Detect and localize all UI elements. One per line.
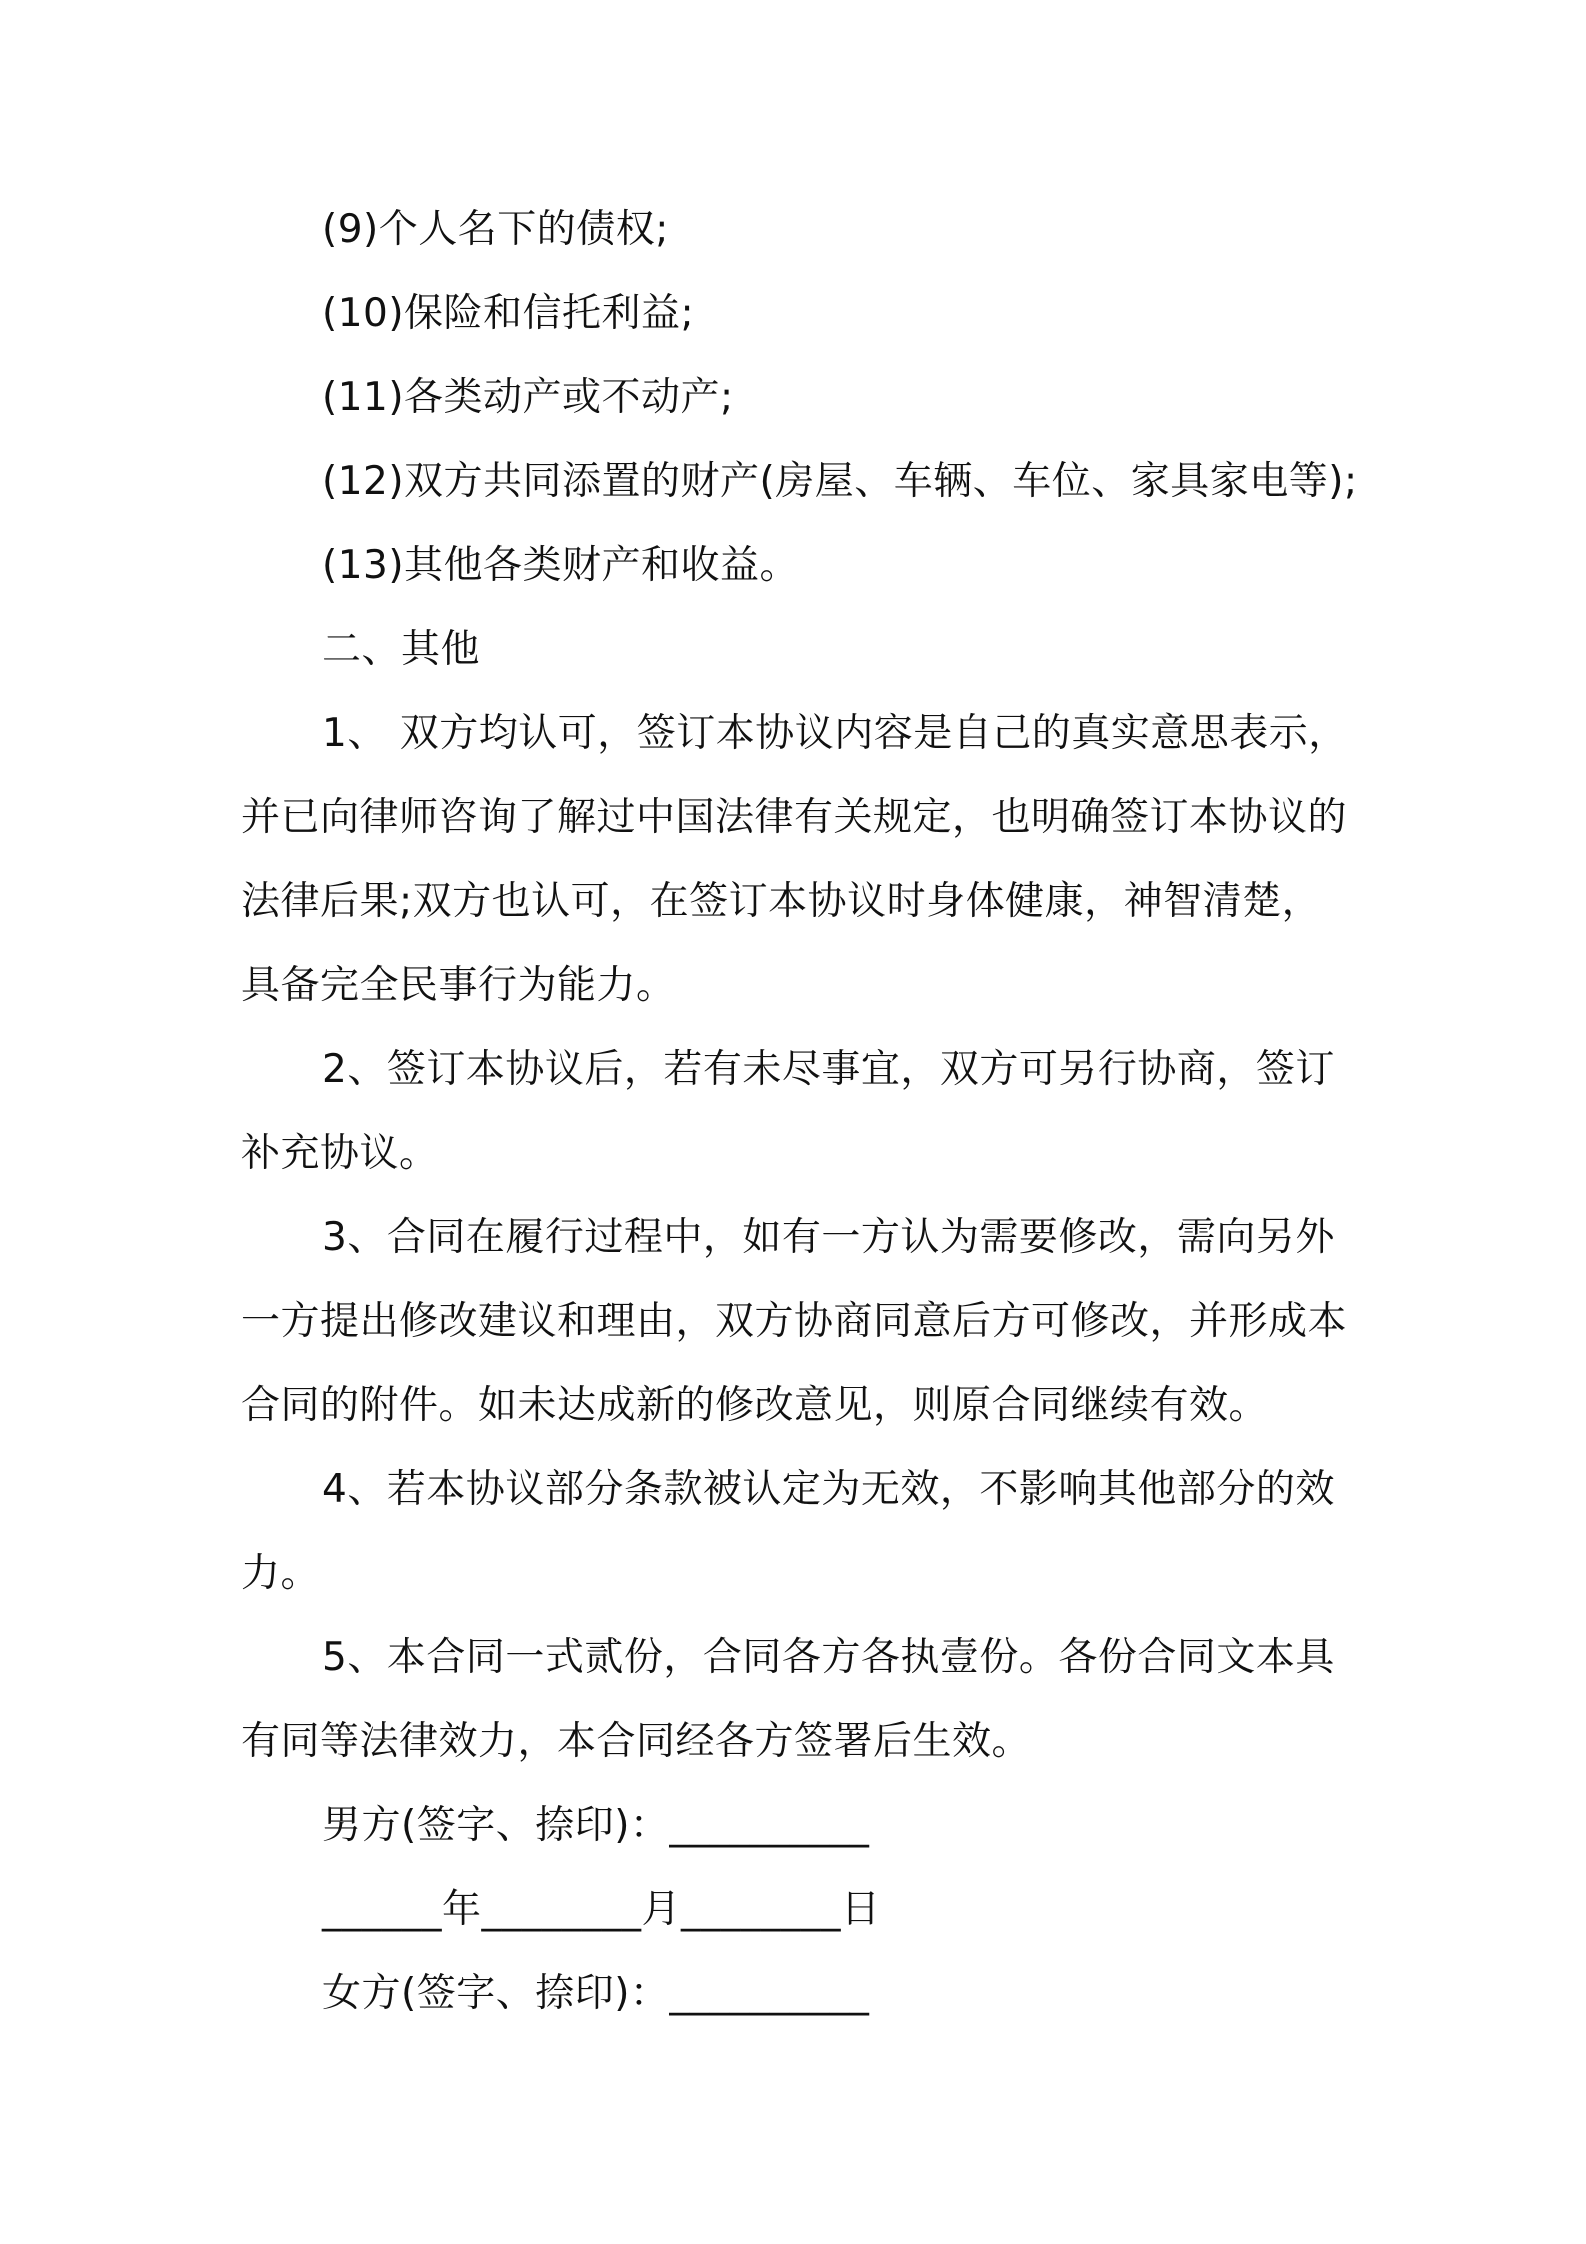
clause-3-line-2: 一方提出修改建议和理由，双方协商同意后方可修改，并形成本 — [241, 1299, 1348, 1344]
property-item-10: (10)保险和信托利益; — [322, 291, 695, 336]
property-item-11: (11)各类动产或不动产; — [322, 375, 734, 420]
clause-1-line-4: 具备完全民事行为能力。 — [241, 963, 676, 1008]
female-signature-line: 女方(签字、捺印)：__________ — [322, 1971, 870, 2016]
section-heading: 二、其他 — [322, 627, 481, 672]
clause-1-line-2: 并已向律师咨询了解过中国法律有关规定，也明确签订本协议的 — [241, 795, 1348, 840]
clause-3-line-1: 3、合同在履行过程中，如有一方认为需要修改，需向另外 — [322, 1215, 1335, 1260]
clause-3-line-3: 合同的附件。如未达成新的修改意见，则原合同继续有效。 — [241, 1383, 1269, 1428]
clause-2-line-2: 补充协议。 — [241, 1131, 439, 1176]
property-item-9: (9)个人名下的债权; — [322, 207, 669, 252]
clause-4-line-1: 4、若本协议部分条款被认定为无效，不影响其他部分的效 — [322, 1467, 1335, 1512]
clause-5-line-2: 有同等法律效力，本合同经各方签署后生效。 — [241, 1719, 1032, 1764]
clause-5-line-1: 5、本合同一式贰份，合同各方各执壹份。各份合同文本具 — [322, 1635, 1335, 1680]
clause-1-line-1: 1、 双方均认可，签订本协议内容是自己的真实意思表示， — [322, 711, 1348, 756]
property-item-12: (12)双方共同添置的财产(房屋、车辆、车位、家具家电等); — [322, 459, 1358, 504]
property-item-13: (13)其他各类财产和收益。 — [322, 543, 800, 588]
clause-1-line-3: 法律后果;双方也认可，在签订本协议时身体健康，神智清楚， — [241, 879, 1322, 924]
clause-2-line-1: 2、签订本协议后，若有未尽事宜，双方可另行协商，签订 — [322, 1047, 1335, 1092]
male-signature-line: 男方(签字、捺印)：__________ — [322, 1803, 870, 1848]
signature-date-line: ______年________月________日 — [322, 1887, 881, 1932]
clause-4-line-2: 力。 — [241, 1551, 321, 1596]
